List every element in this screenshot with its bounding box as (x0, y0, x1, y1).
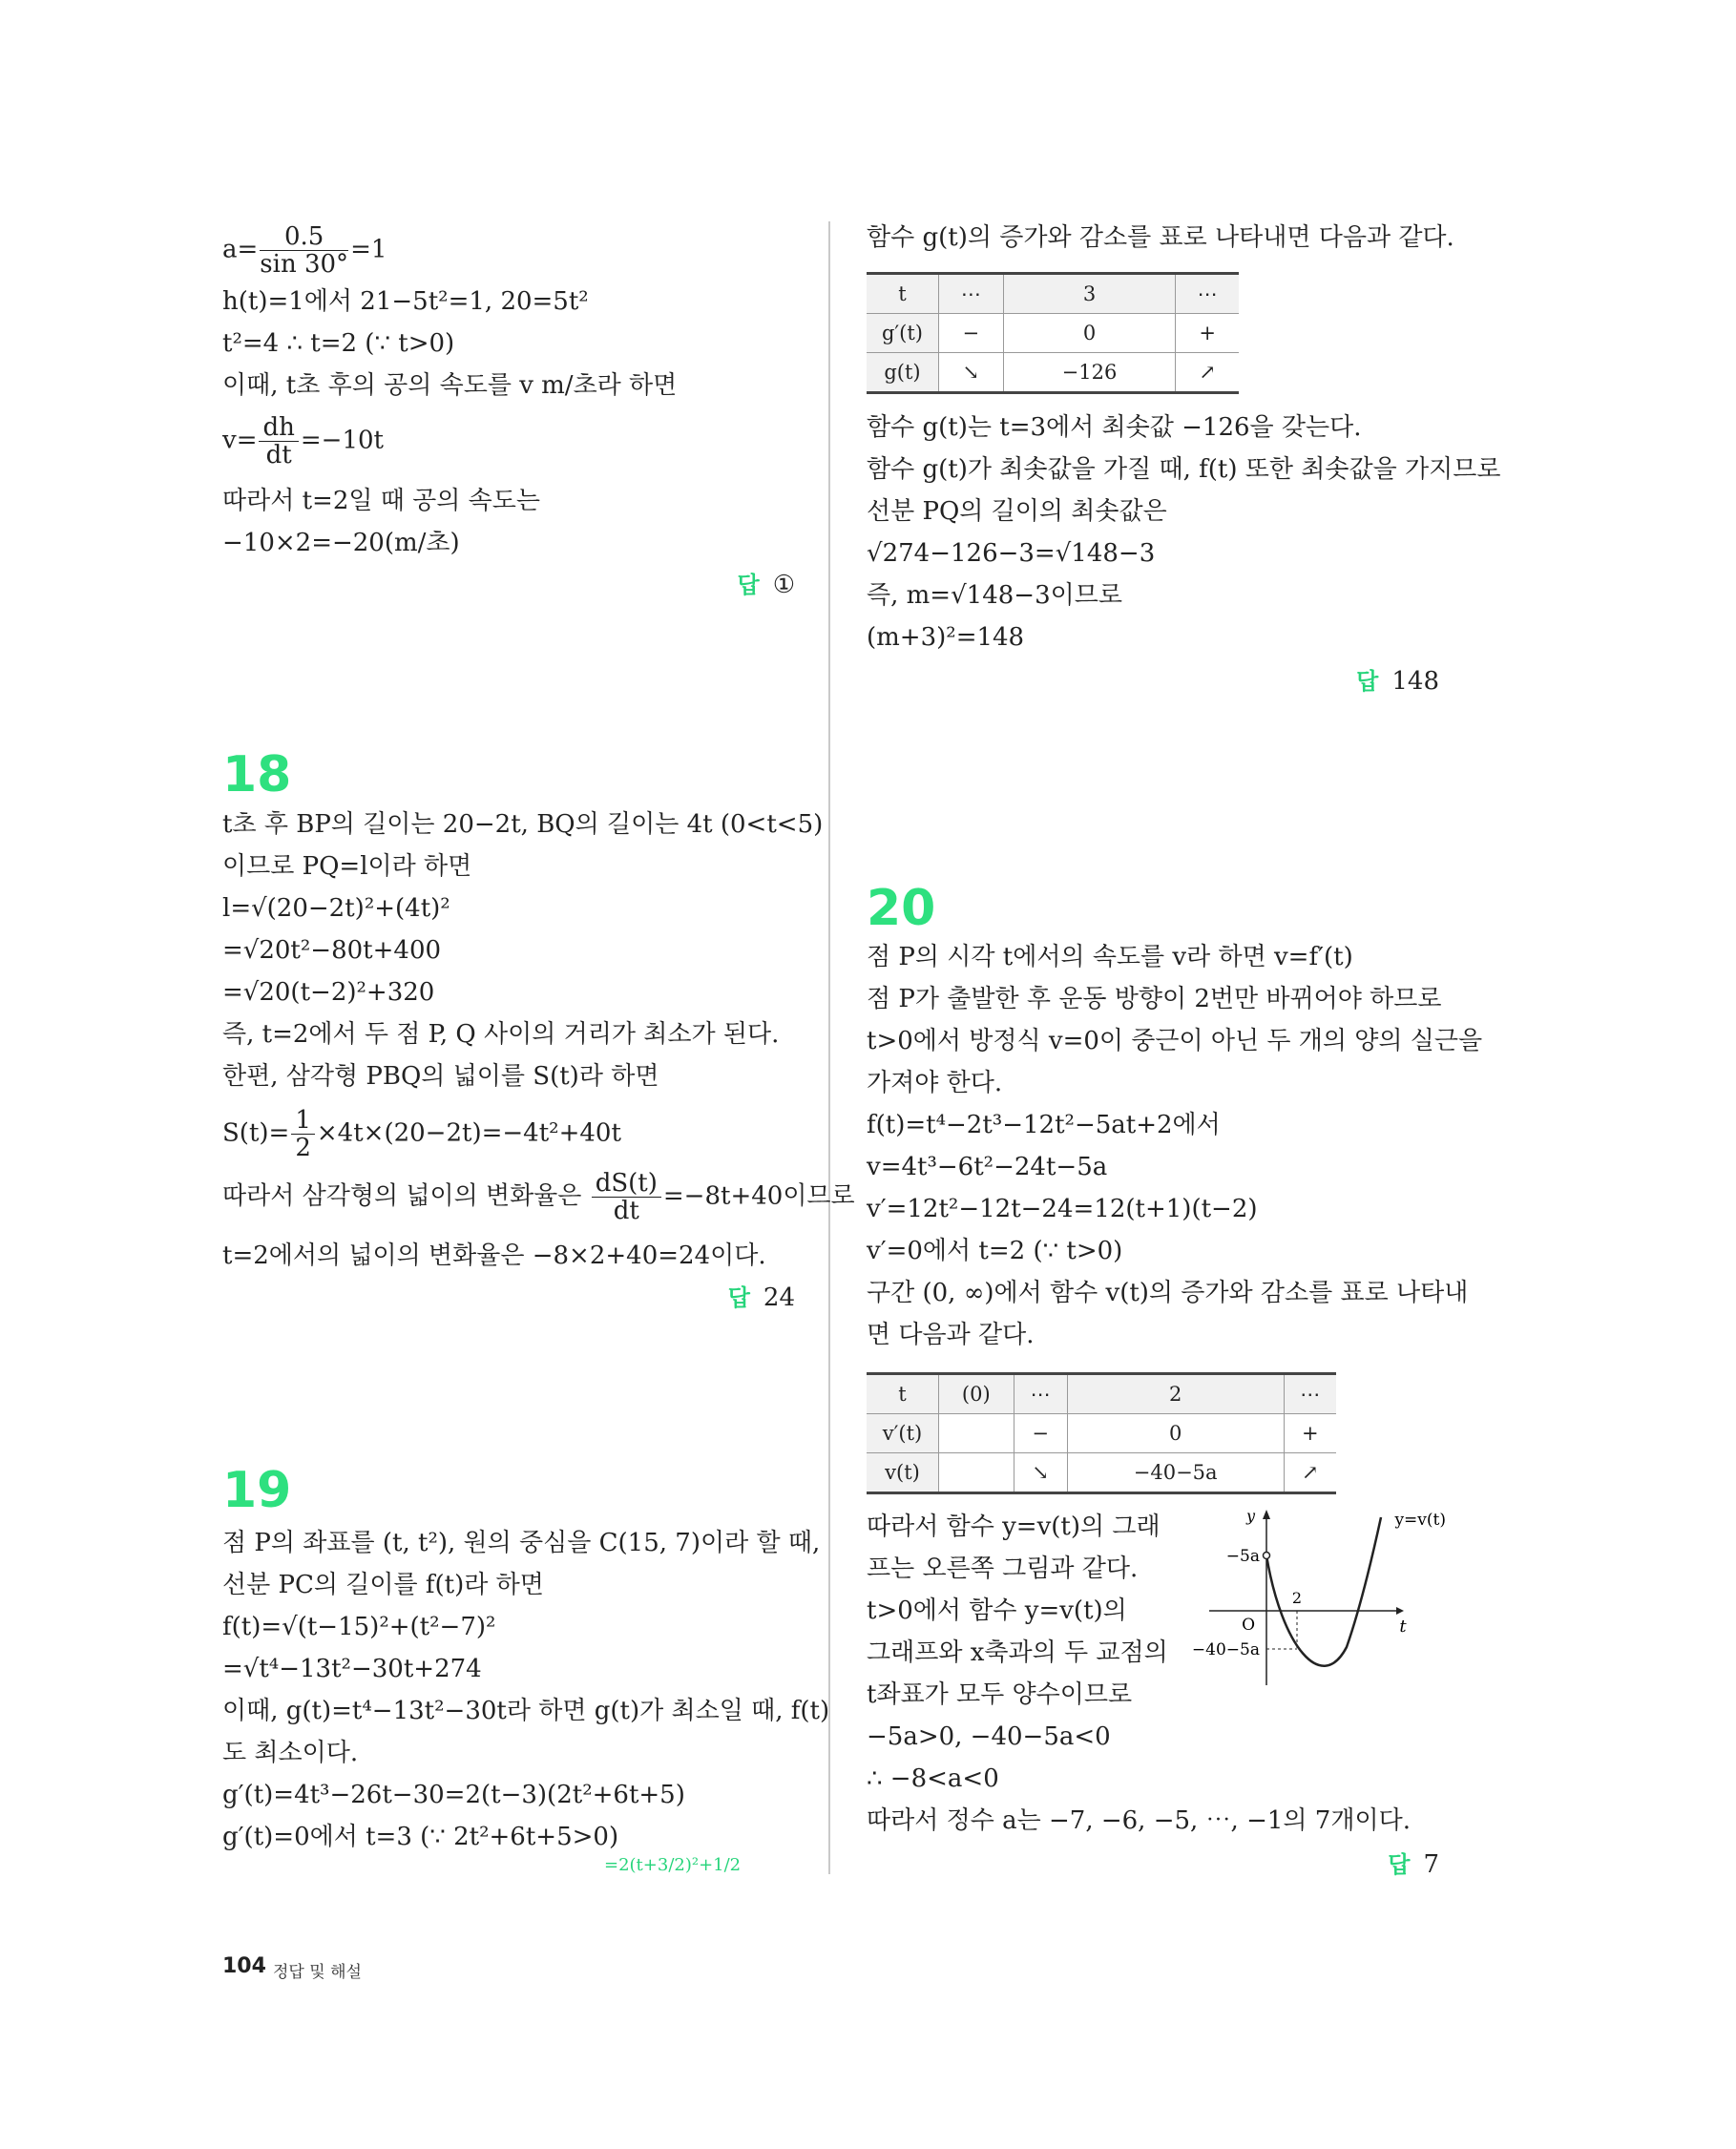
text-line: 따라서 t=2일 때 공의 속도는 (222, 487, 540, 515)
text-line: 선분 PC의 길이를 f(t)라 하면 (222, 1571, 544, 1599)
question-number-20: 20 (867, 880, 936, 937)
text-line: v′=0에서 t=2 (∵ t>0) (867, 1237, 1123, 1265)
answer-17: 답 ① (737, 571, 795, 599)
text-line: −10×2=−20(m/초) (222, 529, 460, 557)
t-axis-arrow-icon (1396, 1607, 1404, 1615)
column-divider (828, 221, 830, 1874)
text-line: h(t)=1에서 21−5t²=1, 20=5t² (222, 287, 589, 316)
curve-label: y=v(t) (1394, 1511, 1446, 1530)
text-line: f(t)=t⁴−2t³−12t²−5at+2에서 (867, 1111, 1221, 1139)
text-line: 가져야 한다. (867, 1069, 1003, 1097)
min-t-label: 2 (1291, 1589, 1303, 1607)
text-line: =√20t²−80t+400 (222, 936, 442, 965)
equation-ds: 따라서 삼각형의 넓이의 변화율은 $\frac{dS(t)}{dt}$ =−8t+40이므로 (222, 1169, 855, 1225)
t-axis-label: t (1399, 1617, 1407, 1637)
text-line: t초 후 BP의 길이는 20−2t, BQ의 길이는 4t (0<t<5) (222, 810, 824, 839)
text-line: 이므로 PQ=l이라 하면 (222, 852, 472, 881)
min-value-label: −40−5a (1191, 1640, 1260, 1659)
text-line: f(t)=√(t−15)²+(t²−7)² (222, 1613, 496, 1641)
text-line: =√20(t−2)²+320 (222, 978, 435, 1007)
text-line: 점 P가 출발한 후 운동 방향이 2번만 바뀌어야 하므로 (867, 985, 1442, 1013)
answer-20: 답 7 (1388, 1850, 1439, 1879)
text-line: 따라서 함수 y=v(t)의 그래 (867, 1513, 1161, 1541)
text-line: (m+3)²=148 (867, 623, 1025, 652)
text-line: 면 다음과 같다. (867, 1321, 1035, 1349)
text-line: 점 P의 좌표를 (t, t²), 원의 중심을 C(15, 7)이라 할 때, (222, 1529, 821, 1557)
text-line: 구간 (0, ∞)에서 함수 v(t)의 증가와 감소를 표로 나타내 (867, 1279, 1469, 1307)
text-line: 즉, t=2에서 두 점 P, Q 사이의 거리가 최소가 된다. (222, 1020, 780, 1049)
text-line: 즉, m=√148−3이므로 (867, 581, 1122, 610)
text-line: t²=4 ∴ t=2 (∵ t>0) (222, 329, 455, 358)
text-line: t좌표가 모두 양수이므로 (867, 1680, 1133, 1709)
text-line: 도 최소이다. (222, 1739, 359, 1767)
text-line: g′(t)=0에서 t=3 (∵ 2t²+6t+5>0) (222, 1823, 619, 1851)
g-table: t ⋯ 3 ⋯ g′(t) − 0 + g(t) ↘ −126 ↗ (867, 272, 1239, 394)
page-number: 104 (222, 1954, 266, 1978)
text-line: √274−126−3=√148−3 (867, 539, 1156, 568)
text-line: 이때, t초 후의 공의 속도를 v m/초라 하면 (222, 371, 678, 400)
origin-label: O (1242, 1616, 1255, 1635)
text-line: 점 P의 시각 t에서의 속도를 v라 하면 v=f′(t) (867, 943, 1353, 971)
text-line: 한편, 삼각형 PBQ의 넓이를 S(t)라 하면 (222, 1062, 659, 1091)
text-line: −5a>0, −40−5a<0 (867, 1722, 1111, 1751)
text-line: 프는 오른쪽 그림과 같다. (867, 1554, 1139, 1583)
text-line: t=2에서의 넓이의 변화율은 −8×2+40=24이다. (222, 1241, 766, 1270)
section-title: 정답 및 해설 (273, 1963, 362, 1982)
answer-19: 답 148 (1356, 667, 1439, 696)
equation-a: a= $\frac{0.5}{\sin 30^\circ}$ =1 (222, 222, 387, 279)
equation-s: S(t)= $\frac{1}{2}$ ×4t×(20−2t)=−4t²+40t (222, 1106, 621, 1162)
text-line: 함수 g(t)가 최솟값을 가질 때, f(t) 또한 최솟값을 가지므로 (867, 455, 1501, 484)
curve (1266, 1517, 1381, 1666)
text-line: v′=12t²−12t−24=12(t+1)(t−2) (867, 1195, 1258, 1223)
y-axis-arrow-icon (1263, 1510, 1270, 1519)
answer-18: 답 24 (727, 1283, 795, 1312)
text-line: 그래프와 x축과의 두 교점의 (867, 1638, 1168, 1667)
text-line: 함수 g(t)의 증가와 감소를 표로 나타내면 다음과 같다. (867, 223, 1454, 252)
y-intercept-point (1264, 1553, 1270, 1559)
v-table: t (0) ⋯ 2 ⋯ v′(t) − 0 + v(t) ↘ −40−5a ↗ (867, 1372, 1336, 1494)
text-line: =√t⁴−13t²−30t+274 (222, 1655, 482, 1683)
text-line: 이때, g(t)=t⁴−13t²−30t라 하면 g(t)가 최소일 때, f(t) (222, 1697, 830, 1725)
text-line: v=4t³−6t²−24t−5a (867, 1153, 1108, 1181)
text-line: t>0에서 함수 y=v(t)의 (867, 1596, 1127, 1625)
text-line: 따라서 정수 a는 −7, −6, −5, ⋯, −1의 7개이다. (867, 1806, 1411, 1835)
text-line: l=√(20−2t)²+(4t)² (222, 894, 450, 923)
text-line: ∴ −8<a<0 (867, 1764, 999, 1793)
y-intercept-label: −5a (1225, 1547, 1260, 1566)
text-line: 함수 g(t)는 t=3에서 최솟값 −126을 갖는다. (867, 413, 1362, 442)
question-number-18: 18 (222, 746, 292, 803)
text-line: 선분 PQ의 길이의 최솟값은 (867, 497, 1167, 526)
y-axis-label: y (1245, 1507, 1255, 1525)
text-line: g′(t)=4t³−26t−30=2(t−3)(2t²+6t+5) (222, 1781, 685, 1809)
question-number-19: 19 (222, 1462, 292, 1519)
v-graph (1191, 1504, 1446, 1695)
completion-note: =2(t+3/2)²+1/2 (604, 1855, 742, 1875)
equation-v: v= $\frac{dh}{dt}$ =−10t (222, 413, 384, 469)
text-line: t>0에서 방정식 v=0이 중근이 아닌 두 개의 양의 실근을 (867, 1027, 1483, 1055)
